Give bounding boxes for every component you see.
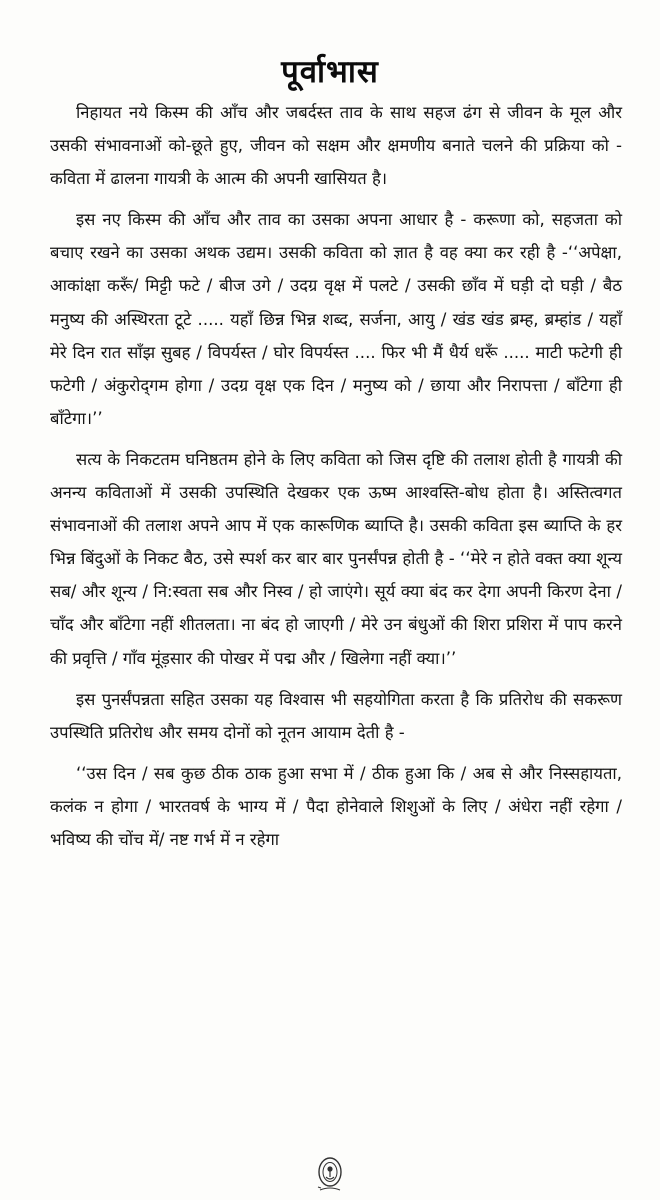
body-text <box>50 96 622 864</box>
paragraph-4: इस पुनर्संपन्नता सहित उसका यह विश्वास भी सहयोगिता करता है कि प्रतिरोध की सकरूण उपस्थिति प्रतिरोध और समय दोनों को नूतन आयाम देती है - <box>50 689 622 742</box>
paragraph-3: सत्य के निकटतम घनिष्ठतम होने के लिए कविता को जिस दृष्टि की तलाश होती है गायत्री की अनन्य कविताओं में उसकी उपस्थिति देखकर एक ऊष्म आश्वस्ति-बोध होता है। अस्तित्वगत संभावनाओं की तलाश अपने आप में एक कारूणिक ब्याप्ति है। उसकी कविता इस ब्याप्ति के हर भिन्न बिंदुओं के निकट बैठ, उसे स्पर्श कर बार बार पुनर्संपन्न होती है - ‘‘मेरे न होते वक्त क्या शून्य सब/ और शून्य / नि:स्वता सब और निस्व / हो जाएंगे। सूर्य क्या बंद कर देगा अपनी किरण देना / चाँद और बाँटेगा नहीं शीतलता। ना बंद हो जाएगी / मेरे उन बंधुओं की शिरा प्रशिरा में पाप करने की प्रवृत्ति / गाँव मूंड़सार की पोखर में पद्म और / खिलेगा नहीं क्या।’’ <box>50 449 622 668</box>
page-title: पूर्वाभास <box>281 54 379 90</box>
paragraph-5: ‘‘उस दिन / सब कुछ ठीक ठाक हुआ सभा में / ठीक हुआ कि / अब से और निस्सहायता, कलंक न होगा / भारतवर्ष के भाग्य में / पैदा होनेवाले शिशुओं के लिए / अंधेरा नहीं रहेगा / भविष्य की चोंच में/ नष्ट गर्भ में न रहेगा <box>50 763 622 849</box>
paragraph-2: इस नए किस्म की आँच और ताव का उसका अपना आधार है - करूणा को, सहजता को बचाए रखने का उसका अथक उद्यम। उसकी कविता को ज्ञात है वह क्या कर रही है -‘‘अपेक्षा, आकांक्षा करूँ/ मिट्टी फटे / बीज उगे / उदग्र वृक्ष में पलटे / उसकी छाँव में घड़ी दो घड़ी / बैठ मनुष्य की अस्थिरता टूटे ..... यहाँ छिन्न भिन्न शब्द, सर्जना, आयु / खंड खंड ब्रम्ह, ब्रम्हांड / यहाँ मेरे दिन रात साँझ सुबह / विपर्यस्त / घोर विपर्यस्त .... फिर भी मैं धैर्य धरूँ ..... माटी फटेगी ही फटेगी / अंकुरोद्‌गम होगा / उदग्र वृक्ष एक दिन / मनुष्य को / छाया और निरापत्ता / बाँटेगा ही बाँटेगा।’’ <box>50 210 622 428</box>
publisher-emblem-icon <box>316 1156 344 1194</box>
paragraph-1: निहायत नये किस्म की आँच और जबर्दस्त ताव के साथ सहज ढंग से जीवन के मूल और उसकी संभावनाओं को-छूते हुए, जीवन को सक्षम और क्षमणीय बनाते चलने की प्रक्रिया को - कविता में ढालना गायत्री के आत्म की अपनी खासियत है। <box>50 103 622 189</box>
